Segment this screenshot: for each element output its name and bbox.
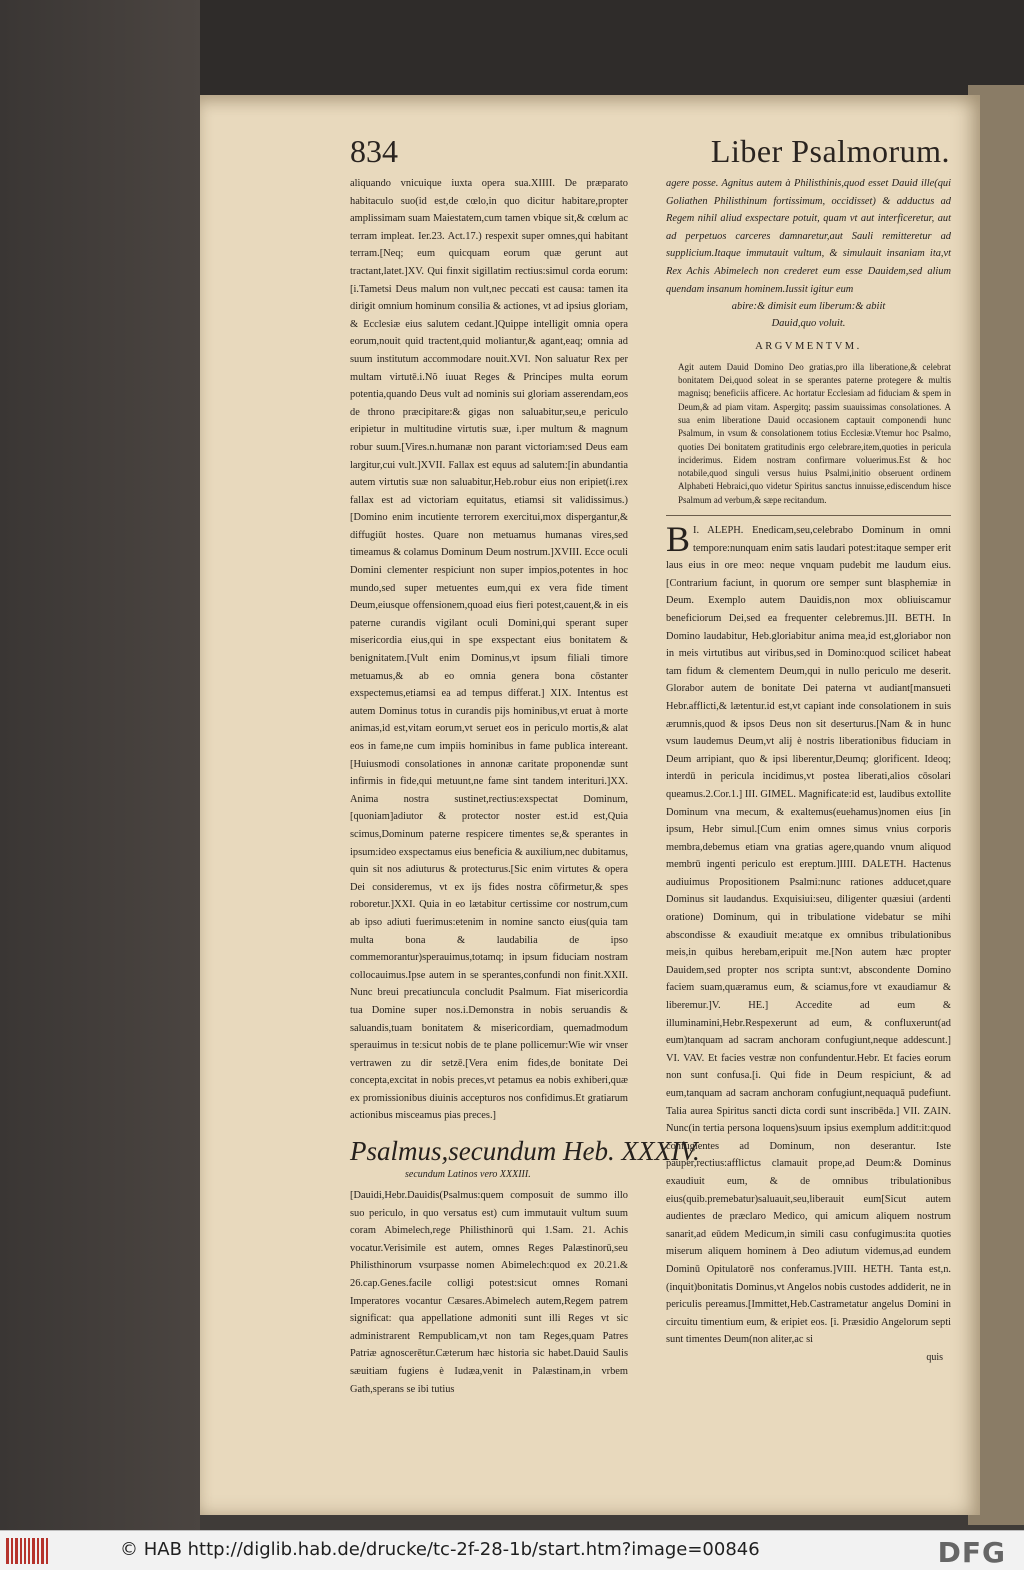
verse-text: Enedicam,seu,celebrabo Dominum in omni tempore:nunquam enim satis laudari potest:itaque semper erit laus eius in ore meo: neque vnquam pudebit me laudum eius. [Contrarium faciunt, in quorum ore semper sunt blasphemiæ in Deum. Exemplo autem Dauidis,non mox obliuiscamur beneficiorum Dei,sed ea frequenter celebremus.]II. BETH. In Domino laudabitur, Heb.gloriabitur anima mea,id est,gloriabor non in meis virtutibus aut viribus,sed in Domino:quod scilicet habeat tam fidum & clementem Deum,qui in nullo periculo me deserit. Glorabor autem de bonitate Dei paterna vt audiant[mansueti Hebr.afflicti,& lætentur.id est,vt capiant inde consolationem in suis ærumnis,quod & ipsos Deus non sit deserturus.[Nam & in hunc vsum laudemus Deum,vt alij è nostris liberationibus fiduciam in Deum arripiant, quo & ipsi liberentur,Deumq; glorificent. Ideoq; interdū in pericula incidimus,vt postea liberati,alios cōsolari queamus.2.Cor.1.] III. GIMEL. Magnificate:id est, laudibus extollite Dominum vna mecum, & exaltemus(euehamus)nomen eius [in ipsum, Hebr simul.[Cum enim omnes simus vnius corporis membra,debemus etiam vna gratias agere,quando vnum aliquod membrū ingenti periculo est ereptum.]IIII. DALETH. Hactenus audiuimus Propositionem Psalmi:nunc rationes adducet,quare Dominus sit laudandus. Exquisiui:seu, diligenter quæsiui (ardenti oratione) Dominum, qui in tribulatione videbatur se mihi abscondisse & exaudiuit me:atque ex omnibus tribulationibus meis,in quibus herebam,eripuit me.[Non autem hæc propter Dauidem,sed propter nos scripta sunt:vt, abscondente Domino faciem suam,quæramus eum, & sciamus,fore vt exaudiamur & liberemur.]V. HE.] Accedite ad eum & illuminamini,Hebr.Respexerunt ad eum, & confluxerunt(ad eum)tanquam ad sacram anchoram confugiunt,neque addescunt.] VI. VAV. Et facies vestræ non confundentur.Hebr. Et facies eorum non sunt confusa.[i. Qui fide in Deum respiciunt, & ad eum,tanquam ad sacram anchoram confugiunt,nequaquā pudefiunt. Talia aurea Spiritus sancti dicta cordi sunt inscribēda.] VII. ZAIN. Nunc(in tertia persona loquens)suum ipsius exemplum addit:it:quod confugientes ad Dominum, non deserantur. Iste pauper,rectius:afflictus clamauit prope,ad Deum:& Dominus exaudiuit eum, & de omnibus tribulationibus eius(quib.premebatur)saluauit,seu,liberauit eum[Sicut autem audientes de præclaro Medico, qui amicum aliquem nostrum sanarit,ad eūdem Medicum,in simili casu confugimus:ita quoties miserum aliquem hominem à Deo adiutum videmus,ad eundem Dominū Opitulatorē nos conferamus.]VIII. HETH. Tanta est,n. (inquit)bonitatis Dominus,vt Angelos nobis custodes addiderit, ne in periculis pereamus.[Immittet,Heb.Castrametatur angelus Domini in circuitu timentium eum, & eripiet eos. [i. Præsidio Angelorum septi sunt timentes Deum(non aliter,ac si xyxy=(666,525,951,1346)
closing-line-2: Dauid,quo voluit. xyxy=(771,318,846,330)
drop-cap: B xyxy=(666,519,691,560)
left-column-text: aliquando vnicuique iuxta opera sua.XIIII. De præparato habitaculo suo(id est,de cœlo,in quo dicitur habitare,propter amplissimam suam Maiestatem,cum tamen vbique sit,& cœlum ac terram impleat. Ier.23. Act.17.) respexit super omnes,qui habitant terram.[Neq; eum quicquam eorum quæ gerunt aut tractant,latet.]XV. Qui finxit sigillatim rectius:simul corda eorum:[i.Tametsi Deus malum non vult,nec peccati est causa: tamen ita dirigit omnium hominum consilia & actiones, vt ad ipsius gloriam, & Ecclesiæ eius salutem cedant.]Quippe intelligit omnia opera eorum,nouit quid tractent,quid moliantur,& agant,eaq; omnia ad suum institutum accommodare nouit.XVI. Non saluatur Rex per multam virtutē.i.Nõ iuuat Reges & Principes multa eorum potentia,quando Deus vult ad nominis sui gloriam asserendam,eos de throno præcipitare:& gigas non saluabitur,seu,e periculo eripietur in multitudine virtutis suæ, i.per multum & magnum robur suum.[Vires.n.humanæ non parant victoriam:sed Deus eam largitur,cui vult.]XVII. Fallax est equus ad salutem:[in abundantia autem virtutis suæ non saluabitur,Heb.robur eius non eripiet(i.rex fallax est ad victoriam equitatus, etiamsi sit validissimus.)[Domino enim incutiente terrorem exercitui,mox dispergantur,& diffugiūt hostes. Quare non metuamus humanas vires,sed timeamus & colamus Dominum Deum nostrum.]XVIII. Ecce oculi Domini clementer respiciunt non super impios,potentes in hoc mundo,sed super metuentes eum,qui ex vera fide timent Deum,eiusque offensionem,quoad eius fieri potest,cauent,& in eis paterne curandis vigilant oculi Domini,qui sperant super misericordia eius,qui in spe exspectant eius bonitatem & benignitatem.[Vult enim Dominus,vt ipsum filiali timore metuamus,& ab eo omnia genera bona cōstanter exspectemus,etiamsi ea ad tempus differat.] XIX. Intentus est autem Dominus totus in curandis pijs hominibus,vt eruat à morte animas,id est,vitam eorum,vt seruet eos in periculo mortis,& alat eos in fame,ne cum impiis hominibus in fame publica intereant.[Huiusmodi consolationes in annonæ caritate proponendæ sunt infirmis in fide,qui metuunt,ne fame sint tandem interituri.]XX. Anima nostra sustinet,rectius:exspectat Dominum,[quoniam]adiutor & protector noster est.id est,Quia scimus,Dominum paterne respicere timentes se,& sperantes in ipsum:ideo exspectamus eius beneficia & auxilium,nec dubitamus, quin sit nos adiuturus & protecturus.[Sic enim virtutes & opera Dei consideremus, vt ex ijs fides nostra cōfirmetur,& spes roboretur.]XXI. Quia in eo lætabitur certissime cor nostrum,cum ab ipso adiuti fuerimus:etenim in nomine sancto eius(quia tam multa bona & laudabilia de ipso commemorantur)sperauimus,totamq; in ipsum fiduciam nostram collocauimus.Ipse autem in se sperantes,confundi non finit.XXII. Nunc breui precatiuncula concludit Psalmum. Fiat misericordia tua Domine super nos.i.Demonstra in nobis seruandis & saluandis,tuam bonitatem & misericordiam, quemadmodum sperauimus in te:sicut nobis de te plane pollicemur:Wie wir vnser vertrawen zu dir setzē.[Vera enim fides,de bonitate Dei concepta,excitat in nobis preces,vt petamus ea nobis exhiberi,quæ ex promissionibus diuinis accepturos nos confidimus.Et gratiarum actionibus misceamus pias preces.] xyxy=(350,178,628,1122)
left-column xyxy=(350,175,700,1398)
catchword: quis xyxy=(926,1351,943,1363)
closing-line-1: abire:& dimisit eum liberum:& abiit xyxy=(731,301,886,313)
running-title: Liber Psalmorum. xyxy=(710,133,950,169)
argument-heading: ARGVMENTVM. xyxy=(755,341,862,353)
page-number: 834 xyxy=(350,133,398,169)
right-column xyxy=(666,175,951,1367)
scan-background-left xyxy=(0,0,200,1530)
section-divider xyxy=(666,515,951,516)
barcode-icon xyxy=(6,1538,48,1564)
verse-lead: I. ALEPH. xyxy=(693,525,744,537)
argument-text: Agit autem Dauid Domino Deo gratias,pro illa liberatione,& celebrat bonitatem Dei,quod soleat in se sperantes paterne protegere & multis magnisq; beneficiis afficere. Ac hortatur Ecclesiam ad fiduciam & spem in Deum,& ad piam vitam. Aspergitq; passim suauissimas consolationes. A sua enim liberatione Dauid occasionem captauit componendi hunc Psalmum, in vsum & consolationem totius Ecclesiæ.Vtemur hoc Psalmo, quoties Dei bonitatem gratitudinis ergo celebrare,item,quoties in pericula inciderimus. Eidem nostram confirmare voluerimus.Est & hoc notabile,quod singuli versus huius Psalmi,initio obseruent ordinem Alphabeti Hebraici,quo videtur Spiritus sanctus innuisse,ediscendum hisce Psalmum ad verbum,& sæpe recitandum. xyxy=(678,361,951,505)
psalm-intro: [Dauidi,Hebr.Dauidis(Psalmus:quem composuit de summo illo suo periculo, in quo versatus est) cum immutauit vultum suum coram Abimelech,rege Philisthinorū qui 1.Sam. 21. Achis vocatur.Verisimile est autem, omnes Reges Palæstinorū,seu Philisthinorum vsurpasse nomen Abimelech:quod ex 20.21.& 26.cap.Genes.facile colligi potest:sicut omnes Romani Imperatores vocantur Cæsares.Abimelech autem,Regem patrem significat: qua appellatione admoniti sunt illi Reges vt sic administrarent Rempublicam,vt non tam Reges,quam Patres Patriæ agnoscerētur.Cæterum hæc historia sic habet.Dauid Saulis sæuitiam fugiens è Iudæa,venit in Palæstinam,in vrbem Gath,sperans se ibi tutius xyxy=(350,1190,628,1395)
psalm-title: Psalmus,secundum Heb. XXXIV. xyxy=(350,1136,700,1167)
psalm-verses xyxy=(666,519,951,1349)
intro-continuation: agere posse. Agnitus autem à Philisthinis,quod esset Dauid ille(qui Goliathen Philisthinum fortissimum, occidisset) & adductus ad Regem nihil aliud exspectare potuit, quam vt aut interficeretur, aut ad perpetuos carceres damnaretur,aut Sauli remitteretur ad supplicium.Itaque immutauit vultum, & simulauit insaniam ita,vt Rex Achis Abimelech non crederet eum esse Dauidem,sed alium quendam insanum hominem.Iussit igitur eum xyxy=(666,178,951,295)
viewer-footer xyxy=(0,1530,1024,1570)
dfg-logo: DFG xyxy=(937,1536,1006,1569)
book-page xyxy=(200,95,980,1515)
psalm-subtitle: secundum Latinos vero XXXIII. xyxy=(405,1169,531,1181)
source-link[interactable]: © HAB http://diglib.hab.de/drucke/tc-2f-28-1b/start.htm?image=00846 xyxy=(120,1539,760,1560)
page-header xyxy=(350,133,950,177)
